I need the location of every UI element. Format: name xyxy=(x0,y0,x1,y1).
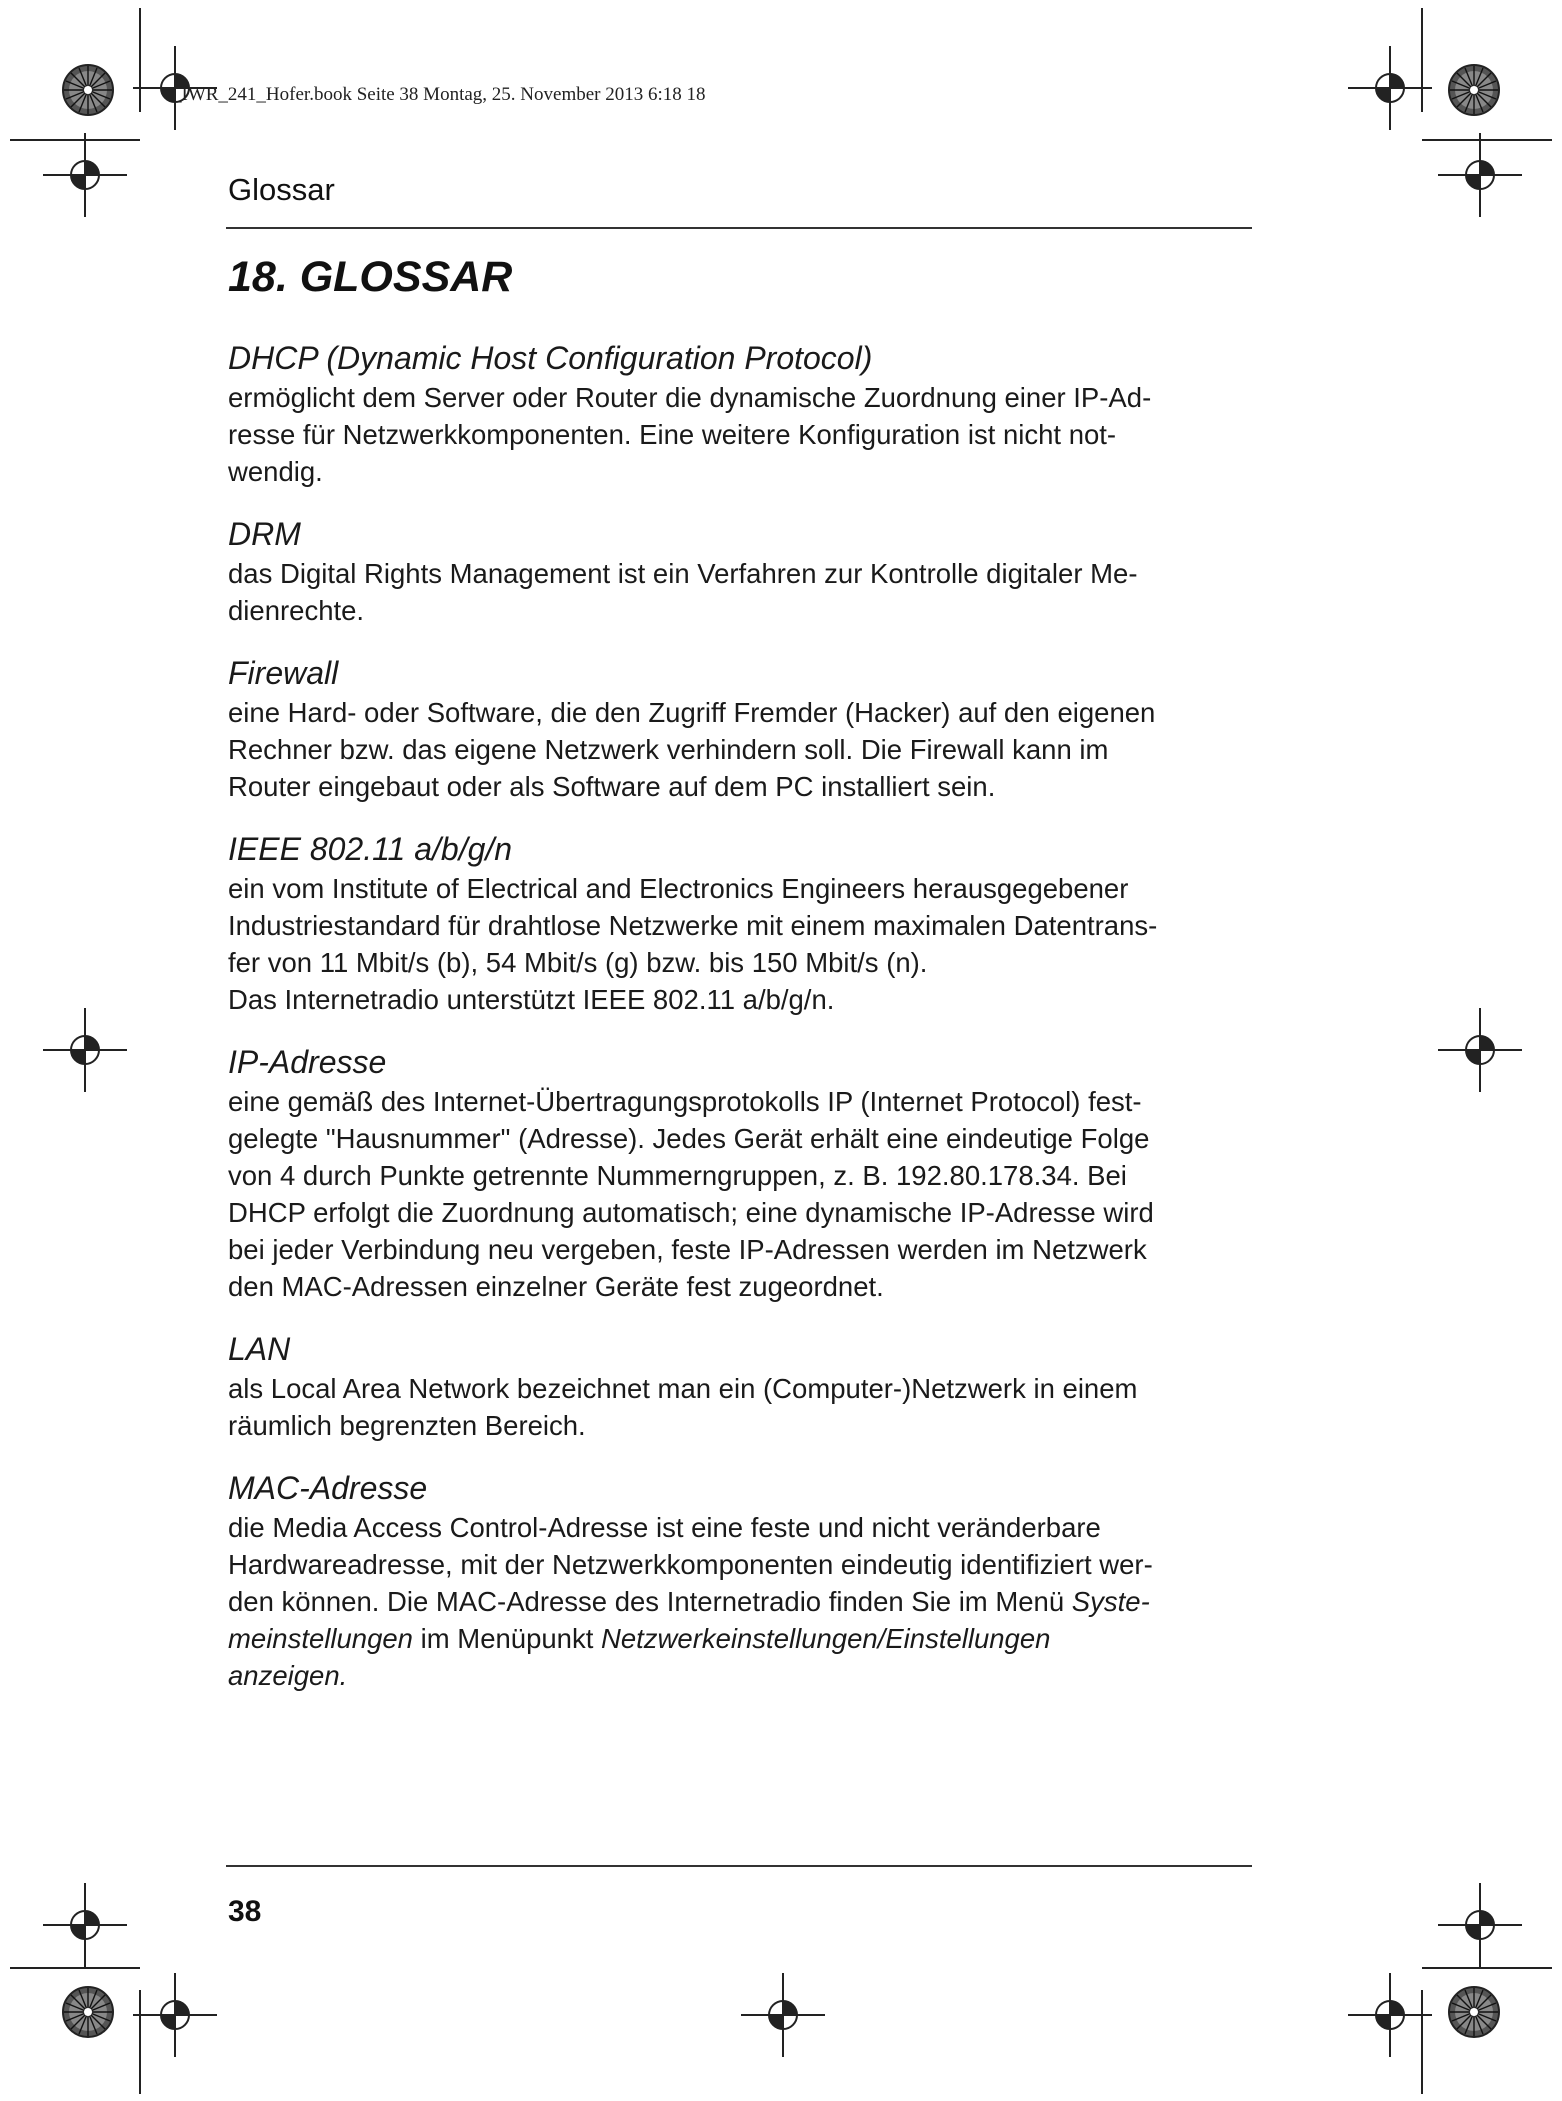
definition-line: von 4 durch Punkte getrennte Nummerngruppen, z. B. 192.80.178.34. Bei xyxy=(228,1160,1127,1191)
definition-line: resse für Netzwerkkomponenten. Eine weitere Konfiguration ist nicht not- xyxy=(228,419,1117,450)
glossary-term: DRM xyxy=(228,516,301,552)
glossary-definition xyxy=(228,870,1268,1018)
definition-line: dienrechte. xyxy=(228,595,365,626)
glossary-entry-ieee xyxy=(228,828,1268,1018)
definition-line: Industriestandard für drahtlose Netzwerke mit einem maximalen Datentrans- xyxy=(228,910,1158,941)
glossary-list xyxy=(228,337,1268,1717)
definition-line: die Media Access Control-Adresse ist eine feste und nicht veränderbare xyxy=(228,1512,1101,1543)
glossary-entry-drm xyxy=(228,513,1268,629)
glossary-term: LAN xyxy=(228,1331,291,1367)
definition-line: als Local Area Network bezeichnet man ein (Computer-)Netzwerk in einem xyxy=(228,1373,1138,1404)
definition-line: Router eingebaut oder als Software auf dem PC installiert sein. xyxy=(228,771,996,802)
glossary-entry-firewall xyxy=(228,652,1268,805)
definition-line: eine Hard- oder Software, die den Zugriff Fremder (Hacker) auf den eigenen xyxy=(228,697,1156,728)
glossary-entry-dhcp xyxy=(228,337,1268,490)
glossary-term: DHCP (Dynamic Host Configuration Protocol) xyxy=(228,340,873,376)
glossary-definition xyxy=(228,694,1268,805)
glossary-entry-ip-adresse xyxy=(228,1041,1268,1305)
menu-item-emphasis: Netzwerkeinstellungen/Einstellungen xyxy=(601,1623,1051,1654)
menu-name-emphasis: meinstellungen xyxy=(228,1623,413,1654)
definition-line: eine gemäß des Internet-Übertragungsprotokolls IP (Internet Protocol) fest- xyxy=(228,1086,1142,1117)
definition-line: ermöglicht dem Server oder Router die dynamische Zuordnung einer IP-Ad- xyxy=(228,382,1152,413)
definition-line: den können. Die MAC-Adresse des Internetradio finden Sie im Menü xyxy=(228,1586,1072,1617)
definition-line: fer von 11 Mbit/s (b), 54 Mbit/s (g) bzw. bis 150 Mbit/s (n). xyxy=(228,947,928,978)
menu-item-emphasis: anzeigen. xyxy=(228,1660,348,1691)
glossary-definition xyxy=(228,1083,1268,1305)
definition-line: räumlich begrenzten Bereich. xyxy=(228,1410,586,1441)
definition-line: Hardwareadresse, mit der Netzwerkkomponenten eindeutig identifiziert wer- xyxy=(228,1549,1153,1580)
definition-line: den MAC-Adressen einzelner Geräte fest zugeordnet. xyxy=(228,1271,884,1302)
definition-line: Rechner bzw. das eigene Netzwerk verhindern soll. Die Firewall kann im xyxy=(228,734,1109,765)
definition-line: wendig. xyxy=(228,456,323,487)
glossary-entry-mac-adresse xyxy=(228,1467,1268,1694)
definition-line: das Digital Rights Management ist ein Verfahren zur Kontrolle digitaler Me- xyxy=(228,558,1138,589)
print-slug: _IWR_241_Hofer.book Seite 38 Montag, 25. November 2013 6:18 18 xyxy=(172,84,706,105)
glossary-definition xyxy=(228,1509,1268,1694)
definition-line: Das Internetradio unterstützt IEEE 802.11 a/b/g/n. xyxy=(228,984,835,1015)
header-rule xyxy=(226,227,1252,229)
definition-line: bei jeder Verbindung neu vergeben, feste IP-Adressen werden im Netzwerk xyxy=(228,1234,1147,1265)
glossary-definition xyxy=(228,555,1268,629)
glossary-term: IEEE 802.11 a/b/g/n xyxy=(228,831,513,867)
glossary-term: Firewall xyxy=(228,655,339,691)
definition-line: gelegte "Hausnummer" (Adresse). Jedes Gerät erhält eine eindeutige Folge xyxy=(228,1123,1150,1154)
footer-rule xyxy=(226,1865,1252,1867)
definition-line: DHCP erfolgt die Zuordnung automatisch; eine dynamische IP-Adresse wird xyxy=(228,1197,1154,1228)
page-number: 38 xyxy=(228,1895,262,1928)
menu-name-emphasis: Syste- xyxy=(1071,1586,1150,1617)
glossary-entry-lan xyxy=(228,1328,1268,1444)
chapter-title: 18. GLOSSAR xyxy=(228,253,513,301)
glossary-term: IP-Adresse xyxy=(228,1044,387,1080)
glossary-definition xyxy=(228,379,1268,490)
running-head: Glossar xyxy=(228,172,335,207)
glossary-definition xyxy=(228,1370,1268,1444)
glossary-term: MAC-Adresse xyxy=(228,1470,428,1506)
definition-line: im Menüpunkt xyxy=(412,1623,601,1654)
definition-line: ein vom Institute of Electrical and Electronics Engineers herausgegebener xyxy=(228,873,1129,904)
